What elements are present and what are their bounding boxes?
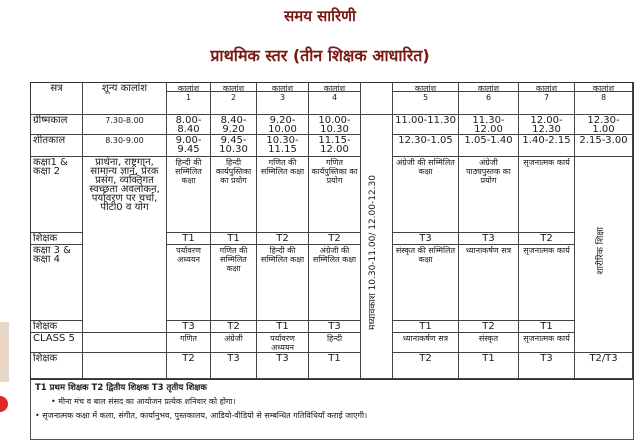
time-cell: 2.15-3.00: [575, 135, 633, 157]
header-kalansh: कालांश: [519, 83, 575, 92]
header-period-number: 4: [309, 92, 361, 115]
header-lunch-blank: [361, 83, 393, 115]
header-kalansh: कालांश: [575, 83, 633, 92]
teacher-legend: T1 प्रथम शिक्षक T2 द्वितीय शिक्षक T3 तृतीय शिक्षक: [35, 383, 207, 393]
time-cell: 1.40-2.15: [519, 135, 575, 157]
row-label: ग्रीष्मकाल: [31, 115, 83, 135]
legend-note: • मीना मंच व बाल संसद का आयोजन प्रत्येक शनिवार को होगा।: [51, 397, 236, 406]
time-cell: 8.40-9.20: [211, 115, 257, 135]
teacher-cell: T2: [393, 353, 459, 379]
assembly-activities: प्रार्थना, राष्ट्रगान, सामान्य ज्ञान, प्रेरक प्रसंग, व्यक्तिगत स्वच्छता अवलोकन, पर्यावरण पर चर्चा, पीटी0 व योग: [83, 157, 167, 333]
time-cell: 11.15-12.00: [309, 135, 361, 157]
header-kalansh: कालांश: [211, 83, 257, 92]
shunya-time: 7.30-8.00: [83, 115, 167, 135]
teacher-cell: T2: [519, 233, 575, 245]
subject-cell: संस्कृत: [459, 333, 519, 353]
teacher-cell: T3: [257, 353, 309, 379]
time-cell: 9.45-10.30: [211, 135, 257, 157]
teacher-cell: T3: [393, 233, 459, 245]
note-2: सृजनात्मक कक्षा में कला, संगीत, कार्यानुभव, पुस्तकालय, आडियो-वीडियो से सम्बन्धित गतिविधियाँ कराई जाएगी।: [42, 411, 368, 420]
header-kalansh: कालांश: [309, 83, 361, 92]
subject-cell: पर्यावरण अध्ययन: [257, 333, 309, 353]
teacher-cell: T3: [309, 321, 361, 333]
teacher-cell: T1: [211, 233, 257, 245]
subject-cell: गणित कार्यपुस्तिका का प्रयोग: [309, 157, 361, 233]
time-cell: 12.00-12.30: [519, 115, 575, 135]
subject-cell: अंग्रेजी पाठ्यपुस्तक का प्रयोग: [459, 157, 519, 233]
subject-cell: ध्यानाकर्षण सत्र: [393, 333, 459, 353]
teacher-cell: T2: [257, 233, 309, 245]
subject-cell: सृजनात्मक कार्य: [519, 333, 575, 353]
subject-cell: ध्यानाकर्षण सत्र: [459, 245, 519, 321]
subject-cell: अंग्रेजी की सम्मिलित कक्षा: [309, 245, 361, 321]
teacher-cell: T3: [211, 353, 257, 379]
time-cell: 12.30-1.00: [575, 115, 633, 135]
header-kalansh: कालांश: [257, 83, 309, 92]
note-1: मीना मंच व बाल संसद का आयोजन प्रत्येक शनिवार को होगा।: [58, 397, 236, 406]
header-kalansh: कालांश: [459, 83, 519, 92]
teacher-cell: T3: [459, 233, 519, 245]
teacher-cell: T2: [309, 233, 361, 245]
subject-cell: हिन्दी: [309, 333, 361, 353]
physical-education-column: [575, 157, 633, 353]
teacher-cell: T2/T3: [575, 353, 633, 379]
page-subtitle: प्राथमिक स्तर (तीन शिक्षक आधारित): [210, 46, 430, 65]
row-label: कक्षा1 & कक्षा 2: [31, 157, 83, 233]
side-strip: [0, 322, 9, 382]
header-period-number: 6: [459, 92, 519, 115]
row-label: CLASS 5: [31, 333, 83, 353]
subject-cell: अंग्रेजी की सम्मिलित कक्षा: [393, 157, 459, 233]
time-cell: 10.00-10.30: [309, 115, 361, 135]
time-cell: 1.05-1.40: [459, 135, 519, 157]
teacher-cell: T1: [393, 321, 459, 333]
blank-cell: [83, 353, 167, 379]
blank-cell: [83, 333, 167, 353]
timetable: [30, 82, 634, 380]
row-label: शीतकाल: [31, 135, 83, 157]
subject-cell: पर्यावरण अध्ययन: [167, 245, 211, 321]
subject-cell: सृजनात्मक कार्य: [519, 245, 575, 321]
teacher-cell: T1: [459, 353, 519, 379]
teacher-cell: T3: [167, 321, 211, 333]
subject-cell: अंग्रेजी: [211, 333, 257, 353]
teacher-cell: T2: [211, 321, 257, 333]
header-kalansh: कालांश: [167, 83, 211, 92]
header-period-number: 2: [211, 92, 257, 115]
subject-cell: हिन्दी कार्यपुस्तिका का प्रयोग: [211, 157, 257, 233]
time-cell: 11.30-12.00: [459, 115, 519, 135]
row-label: शिक्षक: [31, 353, 83, 379]
teacher-cell: T3: [519, 353, 575, 379]
time-cell: 10.30-11.15: [257, 135, 309, 157]
teacher-cell: T2: [459, 321, 519, 333]
lunch-break-column: [361, 115, 393, 379]
subject-cell: हिन्दी की सम्मिलित कक्षा: [167, 157, 211, 233]
shunya-time: 8.30-9.00: [83, 135, 167, 157]
teacher-cell: T1: [519, 321, 575, 333]
teacher-cell: T2: [167, 353, 211, 379]
legend: [30, 380, 634, 440]
subject-cell: सृजनात्मक कार्य: [519, 157, 575, 233]
legend-note: • सृजनात्मक कक्षा में कला, संगीत, कार्यानुभव, पुस्तकालय, आडियो-वीडियो से सम्बन्धित गतिविधियाँ कराई जाएगी।: [35, 411, 368, 420]
teacher-cell: T1: [167, 233, 211, 245]
time-cell: 11.00-11.30: [393, 115, 459, 135]
time-cell: 9.20-10.00: [257, 115, 309, 135]
header-shunya: शून्य कालांश: [83, 83, 167, 115]
teacher-cell: T1: [257, 321, 309, 333]
row-label: शिक्षक: [31, 233, 83, 245]
red-circle-icon[interactable]: [0, 396, 8, 412]
lunch-break-label: मध्यावकाश 10.30-11.00/ 12.00-12.30: [368, 175, 378, 330]
time-cell: 8.00-8.40: [167, 115, 211, 135]
header-period-number: 5: [393, 92, 459, 115]
page-title: समय सारिणी: [284, 7, 356, 25]
teacher-cell: T1: [309, 353, 361, 379]
row-label: शिक्षक: [31, 321, 83, 333]
time-cell: 9.00-9.45: [167, 135, 211, 157]
subject-cell: गणित की सम्मिलित कक्षा: [211, 245, 257, 321]
time-cell: 12.30-1.05: [393, 135, 459, 157]
row-label: कक्षा 3 & कक्षा 4: [31, 245, 83, 321]
subject-cell: गणित: [167, 333, 211, 353]
header-satra: सत्र: [31, 83, 83, 115]
subject-cell: संस्कृत की सम्मिलित कक्षा: [393, 245, 459, 321]
header-kalansh: कालांश: [393, 83, 459, 92]
physical-education-label: शारीरिक शिक्षा: [596, 227, 606, 275]
subject-cell: हिन्दी की सम्मिलित कक्षा: [257, 245, 309, 321]
header-period-number: 7: [519, 92, 575, 115]
subject-cell: गणित की सम्मिलित कक्षा: [257, 157, 309, 233]
header-period-number: 8: [575, 92, 633, 115]
header-period-number: 1: [167, 92, 211, 115]
header-period-number: 3: [257, 92, 309, 115]
